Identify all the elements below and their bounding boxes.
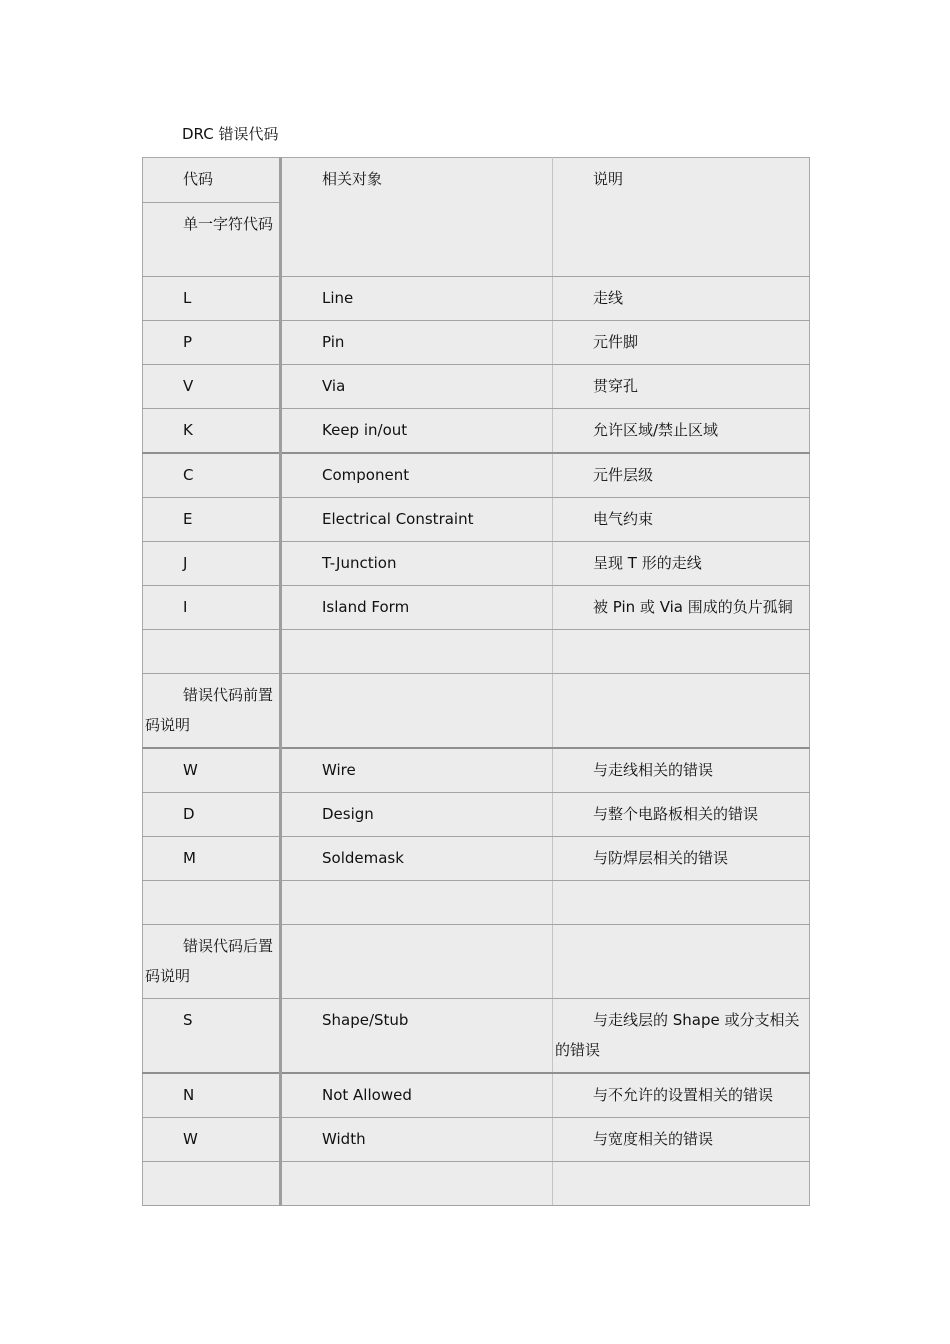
row-object-cell bbox=[281, 630, 553, 674]
row-desc: 与走线层的 Shape 或分支相关的错误 bbox=[555, 1011, 800, 1059]
row-object bbox=[282, 881, 552, 888]
row-code-cell bbox=[143, 793, 281, 837]
header-code-sub-cell bbox=[143, 203, 281, 277]
row-desc-cell bbox=[553, 999, 810, 1074]
row-object-cell bbox=[281, 498, 553, 542]
row-desc-cell bbox=[553, 837, 810, 881]
table-row bbox=[143, 498, 810, 542]
row-code-cell bbox=[143, 925, 281, 999]
row-object: Via bbox=[322, 377, 346, 395]
row-code-cell bbox=[143, 748, 281, 793]
row-object: Keep in/out bbox=[322, 421, 408, 439]
table-row bbox=[143, 365, 810, 409]
row-object: Wire bbox=[322, 761, 356, 779]
row-desc-cell bbox=[553, 674, 810, 749]
row-object-cell bbox=[281, 365, 553, 409]
row-code-cell bbox=[143, 586, 281, 630]
row-desc: 元件脚 bbox=[593, 333, 639, 351]
table-row bbox=[143, 674, 810, 749]
row-desc: 与走线相关的错误 bbox=[593, 761, 714, 779]
row-object-cell bbox=[281, 409, 553, 454]
table-header-row bbox=[143, 158, 810, 203]
row-desc-cell bbox=[553, 365, 810, 409]
row-code-cell bbox=[143, 1073, 281, 1118]
row-object: T-Junction bbox=[322, 554, 397, 572]
row-code: I bbox=[183, 598, 188, 616]
row-object: Island Form bbox=[322, 598, 410, 616]
row-object-cell bbox=[281, 586, 553, 630]
row-code: C bbox=[183, 466, 194, 484]
row-code: 错误代码前置码说明 bbox=[145, 686, 274, 734]
row-object: Pin bbox=[322, 333, 345, 351]
table-row bbox=[143, 586, 810, 630]
table-row bbox=[143, 999, 810, 1074]
row-desc: 允许区域/禁止区域 bbox=[593, 421, 719, 439]
row-object: Width bbox=[322, 1130, 366, 1148]
row-object bbox=[282, 1162, 552, 1169]
row-object-cell bbox=[281, 999, 553, 1074]
row-code: V bbox=[183, 377, 194, 395]
row-desc-cell bbox=[553, 453, 810, 498]
row-desc-cell bbox=[553, 542, 810, 586]
table-row bbox=[143, 1162, 810, 1206]
row-code-cell bbox=[143, 1162, 281, 1206]
row-desc-cell bbox=[553, 586, 810, 630]
row-object-cell bbox=[281, 277, 553, 321]
row-desc bbox=[553, 881, 809, 888]
row-object-cell bbox=[281, 542, 553, 586]
row-code-cell bbox=[143, 1118, 281, 1162]
row-desc-cell bbox=[553, 277, 810, 321]
row-code: L bbox=[183, 289, 192, 307]
row-desc-cell bbox=[553, 748, 810, 793]
row-object bbox=[282, 925, 552, 932]
row-code: 错误代码后置码说明 bbox=[145, 937, 274, 985]
row-object: Line bbox=[322, 289, 354, 307]
row-code-cell bbox=[143, 365, 281, 409]
row-desc: 与防焊层相关的错误 bbox=[593, 849, 729, 867]
row-code: E bbox=[183, 510, 193, 528]
row-object-cell bbox=[281, 881, 553, 925]
row-code: P bbox=[183, 333, 193, 351]
header-code: 代码 bbox=[183, 170, 214, 188]
row-desc: 与整个电路板相关的错误 bbox=[593, 805, 759, 823]
table-row bbox=[143, 630, 810, 674]
row-code-cell bbox=[143, 999, 281, 1074]
row-object: Component bbox=[322, 466, 410, 484]
row-code bbox=[143, 1162, 279, 1169]
row-code bbox=[143, 630, 279, 637]
drc-error-code-table bbox=[142, 157, 810, 1206]
row-object-cell bbox=[281, 453, 553, 498]
table-row bbox=[143, 793, 810, 837]
header-object: 相关对象 bbox=[322, 170, 383, 188]
row-code: J bbox=[183, 554, 188, 572]
row-code-cell bbox=[143, 542, 281, 586]
row-object-cell bbox=[281, 321, 553, 365]
row-object: Not Allowed bbox=[322, 1086, 412, 1104]
header-object-cell bbox=[281, 158, 553, 277]
table-row bbox=[143, 925, 810, 999]
row-desc-cell bbox=[553, 793, 810, 837]
row-desc-cell bbox=[553, 498, 810, 542]
row-code-cell bbox=[143, 453, 281, 498]
row-desc bbox=[553, 925, 809, 932]
table-row bbox=[143, 837, 810, 881]
row-code: N bbox=[183, 1086, 195, 1104]
table-row bbox=[143, 542, 810, 586]
row-code-cell bbox=[143, 321, 281, 365]
row-code: S bbox=[183, 1011, 193, 1029]
row-desc-cell bbox=[553, 1162, 810, 1206]
row-code: K bbox=[183, 421, 193, 439]
row-desc-cell bbox=[553, 1073, 810, 1118]
row-code-cell bbox=[143, 674, 281, 749]
row-object: Design bbox=[322, 805, 374, 823]
row-desc: 与不允许的设置相关的错误 bbox=[593, 1086, 774, 1104]
header-desc: 说明 bbox=[593, 170, 624, 188]
row-code: W bbox=[183, 761, 198, 779]
row-object bbox=[282, 630, 552, 637]
row-code-cell bbox=[143, 277, 281, 321]
row-desc: 呈现 T 形的走线 bbox=[593, 554, 702, 572]
row-object-cell bbox=[281, 674, 553, 749]
table-row bbox=[143, 1073, 810, 1118]
row-desc-cell bbox=[553, 925, 810, 999]
row-code: D bbox=[183, 805, 195, 823]
row-desc: 与宽度相关的错误 bbox=[593, 1130, 714, 1148]
header-code-sub: 单一字符代码 bbox=[183, 215, 274, 233]
row-code-cell bbox=[143, 409, 281, 454]
row-desc: 贯穿孔 bbox=[593, 377, 639, 395]
header-code-cell bbox=[143, 158, 281, 203]
table-row bbox=[143, 277, 810, 321]
row-desc-cell bbox=[553, 409, 810, 454]
table-row bbox=[143, 409, 810, 454]
row-object-cell bbox=[281, 1118, 553, 1162]
row-desc: 元件层级 bbox=[593, 466, 654, 484]
row-object-cell bbox=[281, 1073, 553, 1118]
row-desc: 电气约束 bbox=[593, 510, 654, 528]
row-desc: 走线 bbox=[593, 289, 624, 307]
row-object: Soldemask bbox=[322, 849, 404, 867]
row-object-cell bbox=[281, 748, 553, 793]
row-code-cell bbox=[143, 881, 281, 925]
table-row bbox=[143, 321, 810, 365]
row-object bbox=[282, 674, 552, 681]
row-object-cell bbox=[281, 925, 553, 999]
row-code bbox=[143, 881, 279, 888]
table-row bbox=[143, 748, 810, 793]
row-object-cell bbox=[281, 837, 553, 881]
table-row bbox=[143, 453, 810, 498]
table-row bbox=[143, 881, 810, 925]
row-desc bbox=[553, 674, 809, 681]
row-code: M bbox=[183, 849, 196, 867]
row-desc-cell bbox=[553, 1118, 810, 1162]
row-object: Shape/Stub bbox=[322, 1011, 409, 1029]
row-desc: 被 Pin 或 Via 围成的负片孤铜 bbox=[593, 598, 793, 616]
row-desc-cell bbox=[553, 321, 810, 365]
row-desc bbox=[553, 1162, 809, 1169]
header-desc-cell bbox=[553, 158, 810, 277]
row-desc-cell bbox=[553, 881, 810, 925]
row-object-cell bbox=[281, 1162, 553, 1206]
row-code-cell bbox=[143, 837, 281, 881]
row-code-cell bbox=[143, 498, 281, 542]
row-desc-cell bbox=[553, 630, 810, 674]
row-code-cell bbox=[143, 630, 281, 674]
row-code: W bbox=[183, 1130, 198, 1148]
table-row bbox=[143, 1118, 810, 1162]
row-object-cell bbox=[281, 793, 553, 837]
row-object: Electrical Constraint bbox=[322, 510, 474, 528]
row-desc bbox=[553, 630, 809, 637]
document-title: DRC 错误代码 bbox=[182, 125, 279, 143]
